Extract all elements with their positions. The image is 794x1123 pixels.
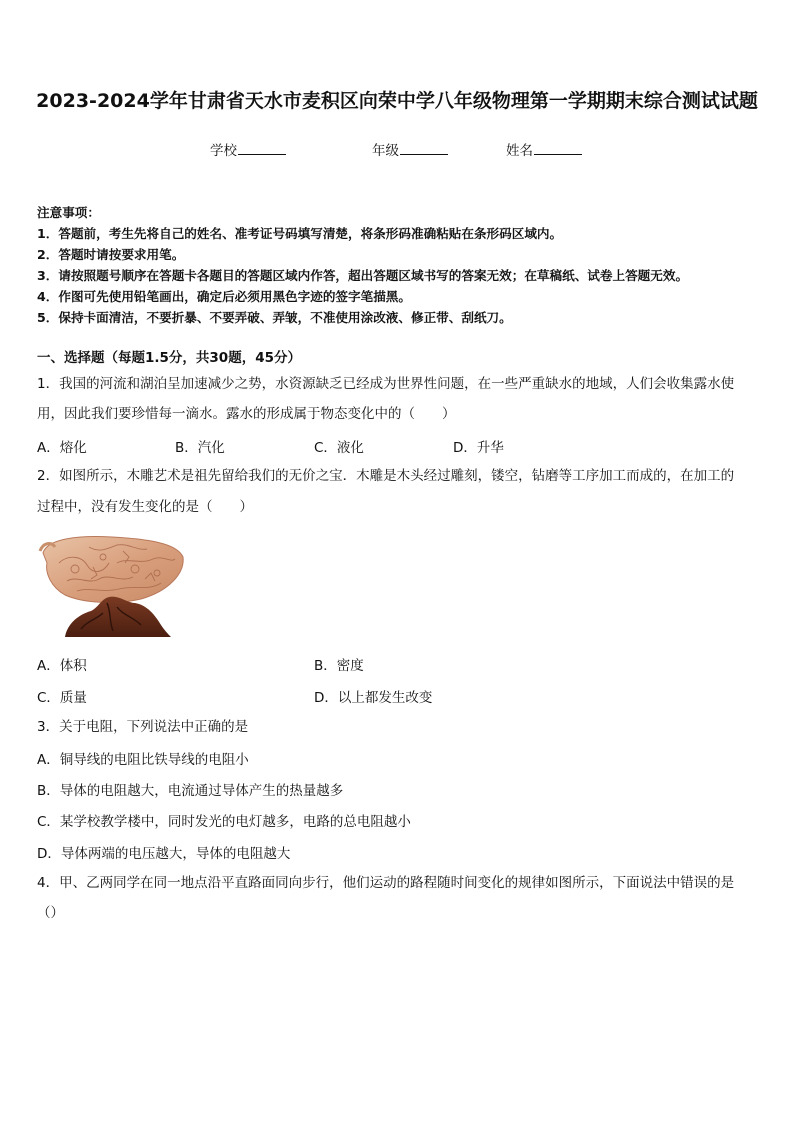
q4-stem-line2: （） [37,905,64,921]
q2-stem-line1: 2．如图所示，木雕艺术是祖先留给我们的无价之宝．木雕是木头经过雕刻，镂空，钻磨等工序加工而成的，在加工的 [37,468,735,484]
notes-item: 3．请按照题号顺序在答题卡各题目的答题区域内作答，超出答题区域书写的答案无效；在草稿纸、试卷上答题无效。 [37,268,689,283]
q2-option-b[interactable]: B．密度 [314,658,364,674]
grade-label: 年级 [372,143,399,159]
q2-option-c[interactable]: C．质量 [37,690,87,706]
q4-stem-line1: 4．甲、乙两同学在同一地点沿平直路面同向步行，他们运动的路程随时间变化的规律如图所示，下面说法中错误的是 [37,875,735,891]
q3-option-a[interactable]: A．铜导线的电阻比铁导线的电阻小 [37,752,249,768]
q3-option-b[interactable]: B．导体的电阻越大，电流通过导体产生的热量越多 [37,783,344,799]
q1-option-a[interactable]: A．熔化 [37,440,87,456]
q1-option-b[interactable]: B．汽化 [175,440,225,456]
q1-option-c[interactable]: C．液化 [314,440,364,456]
q3-option-c[interactable]: C．某学校教学楼中，同时发光的电灯越多，电路的总电阻越小 [37,814,411,830]
notes-item: 4．作图可先使用铅笔画出，确定后必须用黑色字迹的签字笔描黑。 [37,289,411,304]
grade-blank[interactable] [400,141,448,155]
q1-stem-line1: 1．我国的河流和湖泊呈加速减少之势，水资源缺乏已经成为世界性问题，在一些严重缺水的地域，人们会收集露水使 [37,376,735,392]
school-label: 学校 [210,143,237,159]
school-field[interactable] [210,139,286,159]
q2-option-d[interactable]: D．以上都发生改变 [314,690,433,706]
grade-field[interactable] [372,139,448,159]
section-heading: 一、选择题（每题1.5分，共30题，45分） [37,350,301,366]
q2-stem-line2: 过程中，没有发生变化的是（ ） [37,499,253,515]
q3-stem: 3．关于电阻，下列说法中正确的是 [37,719,249,735]
q1-option-d[interactable]: D．升华 [453,440,504,456]
name-blank[interactable] [534,141,582,155]
wood-carving-image [37,533,185,639]
name-label: 姓名 [506,143,533,159]
name-field[interactable] [506,139,582,159]
exam-title: 2023-2024学年甘肃省天水市麦积区向荣中学八年级物理第一学期期末综合测试试题 [36,90,758,112]
q3-option-d[interactable]: D．导体两端的电压越大，导体的电阻越大 [37,846,291,862]
notes-block [37,202,767,328]
school-blank[interactable] [238,141,286,155]
student-info-row [0,139,794,161]
notes-heading: 注意事项： [37,205,100,220]
notes-item: 1．答题前，考生先将自己的姓名、准考证号码填写清楚，将条形码准确粘贴在条形码区域内。 [37,226,563,241]
notes-item: 5．保持卡面清洁，不要折暴、不要弄破、弄皱，不准使用涂改液、修正带、刮纸刀。 [37,310,512,325]
notes-item: 2．答题时请按要求用笔。 [37,247,185,262]
q1-stem-line2: 用，因此我们要珍惜每一滴水。露水的形成属于物态变化中的（ ） [37,406,456,422]
q2-option-a[interactable]: A．体积 [37,658,87,674]
